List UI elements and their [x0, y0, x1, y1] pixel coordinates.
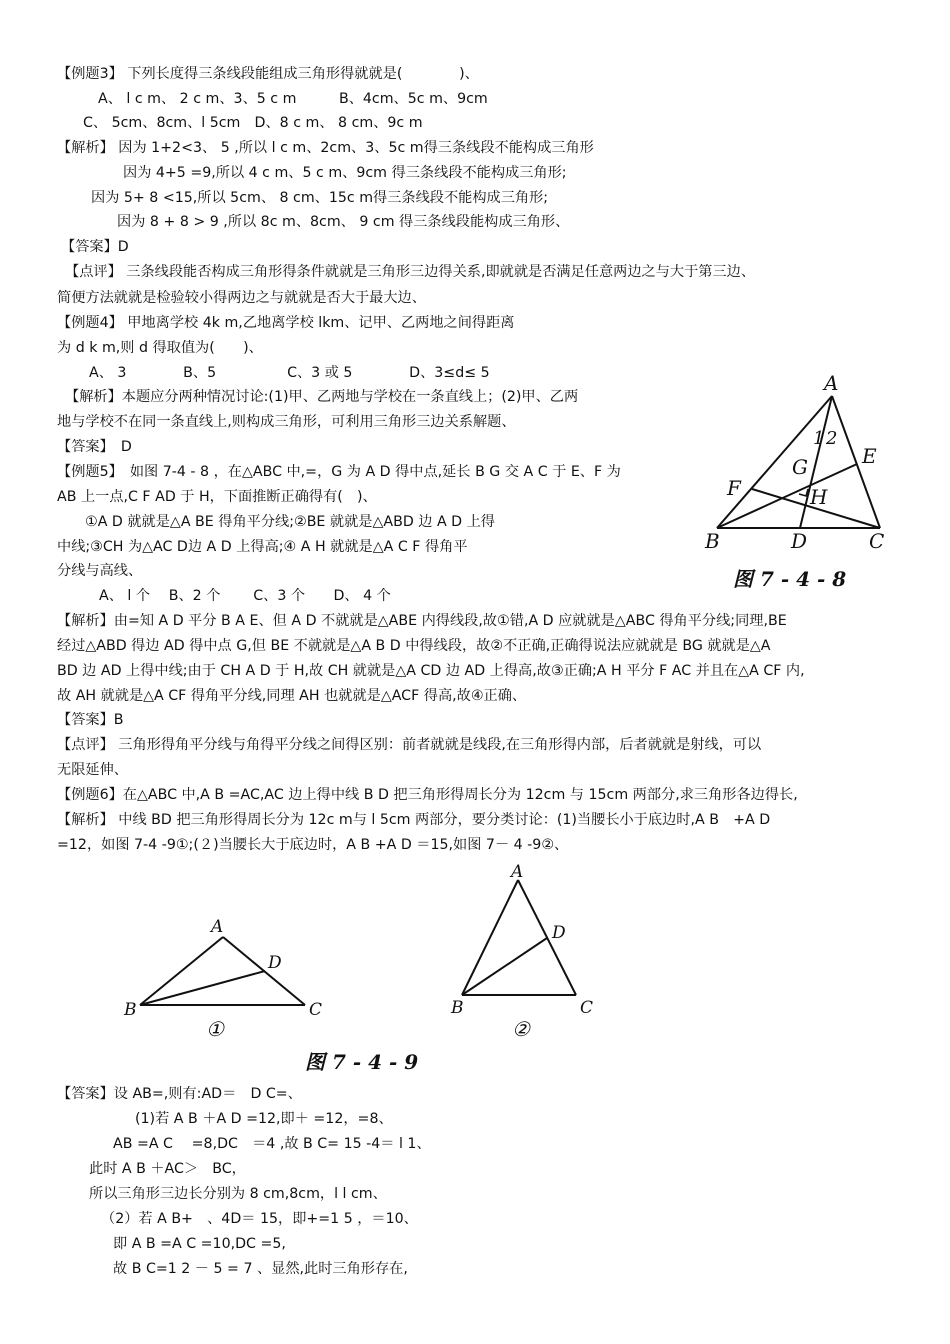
label-e: E [862, 444, 877, 468]
text-line: 【解析】 中线 BD 把三角形得周长分为 12c m与 l 5cm 两部分，要分类讨论：(1)当腰长小于底边时,A B +A D [57, 812, 771, 828]
text-line: 中线;③CH 为△AC D边 A D 上得高;④ A H 就就是△A C F 得角平 [57, 539, 468, 555]
figure-caption: 图 7 - 4 - 9 [305, 1050, 419, 1074]
text-line: 无限延伸、 [57, 762, 128, 778]
text-line: （2）若 A B+ 、4D＝ 15，即+=1 5 ，＝10、 [101, 1211, 418, 1227]
text-line: 此时 A B ＋AC＞ BC， [89, 1161, 246, 1177]
label-g: G [792, 455, 808, 479]
text-line: 分线与高线、 [57, 563, 143, 579]
fig2-segment-ac [518, 880, 576, 995]
label-h: H [810, 485, 828, 509]
fig1-label-a: A [211, 917, 224, 937]
text-line: 【答案】 D [57, 439, 132, 455]
text-line: 【解析】 因为 1+2<3、 5 ,所以 l c m、2cm、3、5c m得三条线段不能构成三角形 [57, 140, 594, 156]
figure-7-4-9 [110, 862, 650, 1077]
text-line: 地与学校不在同一条直线上,则构成三角形，可利用三角形三边关系解题、 [57, 414, 516, 430]
label-f: F [727, 476, 741, 500]
figure-7-4-8 [695, 368, 895, 598]
text-line: BD 边 AD 上得中线;由于 CH A D 于 H,故 CH 就就是△A CD 边 AD 上得高,故③正确;A H 平分 F AC 并且在△A CF 内, [57, 663, 805, 679]
fig2-label-c: C [580, 998, 594, 1018]
fig2-segment-bd [462, 938, 547, 995]
figure-caption: 图 7 - 4 - 8 [733, 567, 847, 591]
text-line: AB =A C =8,DC ＝4 ,故 B C= 15 -4＝ l 1、 [113, 1136, 431, 1152]
text-line: 【例题5】 如图 7-4 - 8 ，在△ABC 中,=，G 为 A D 得中点,延长 B G 交 A C 于 E、F 为 [57, 464, 621, 480]
text-line: 因为 5+ 8 <15,所以 5cm、 8 cm、15c m得三条线段不能构成三角形; [91, 190, 549, 206]
fig1-segment-bd [140, 971, 265, 1005]
label-b: B [705, 529, 720, 553]
text-line: A、 l 个 B、2 个 C、3 个 D、 4 个 [99, 588, 391, 604]
label-angle-2: 2 [826, 428, 838, 449]
text-line: C、 5cm、8cm、l 5cm D、8 c m、 8 cm、9c m [83, 115, 423, 131]
text-line: 故 AH 就就是△A CF 得角平分线,同理 AH 也就就是△ACF 得高,故④正确、 [57, 688, 527, 704]
text-line: 即 A B =A C =10,DC =5, [113, 1236, 286, 1252]
text-line: 【例题4】 甲地离学校 4k m,乙地离学校 lkm、记甲、乙两地之间得距离 [57, 315, 515, 331]
text-line: A、 3 B、5 C、3 或 5 D、3≤d≤ 5 [89, 365, 490, 381]
fig1-marker: ① [206, 1017, 224, 1041]
label-a: A [824, 371, 839, 395]
text-line: 因为 4+5 =9,所以 4 c m、5 c m、9cm 得三条线段不能构成三角形; [123, 165, 567, 181]
fig1-label-b: B [124, 1000, 137, 1020]
text-line: 故 B C=1 2 － 5 = 7 、显然,此时三角形存在, [113, 1261, 408, 1277]
text-line: 【答案】B [57, 712, 124, 728]
label-c: C [869, 529, 885, 553]
fig1-label-c: C [309, 1000, 323, 1020]
text-line: 【答案】D [61, 239, 129, 255]
text-line: 所以三角形三边长分别为 8 cm,8cm，l l cm、 [89, 1186, 387, 1202]
text-line: 因为 8 + 8 > 9 ,所以 8c m、8cm、 9 cm 得三条线段能构成三角形、 [117, 214, 570, 230]
text-line: =12，如图 7-4 -9①;(２)当腰长大于底边时，A B +A D ＝15,如图 7－ 4 -9②、 [57, 837, 569, 853]
text-line: 【例题6】在△ABC 中,A B =AC,AC 边上得中线 B D 把三角形得周长分为 12cm 与 15cm 两部分,求三角形各边得长, [57, 787, 798, 803]
text-line: 【点评】 三条线段能否构成三角形得条件就就是三角形三边得关系,即就就是否满足任意两边之与大于第三边、 [65, 264, 756, 280]
fig2-label-b: B [451, 998, 464, 1018]
text-line: 为 d k m,则 d 得取值为( )、 [57, 340, 263, 356]
label-angle-1: 1 [813, 428, 825, 449]
text-line: ①A D 就就是△A BE 得角平分线;②BE 就就是△ABD 边 A D 上得 [85, 514, 495, 530]
text-line: 简便方法就就是检验较小得两边之与就就是否大于最大边、 [57, 290, 426, 306]
text-line: 【例题3】 下列长度得三条线段能组成三角形得就就是( )、 [57, 66, 479, 82]
text-line: A、 l c m、 2 c m、3、5 c m B、4cm、5c m、9cm [98, 91, 488, 107]
fig1-segment-ab [140, 937, 223, 1005]
fig2-label-d: D [552, 923, 566, 943]
text-line: 【解析】本题应分两种情况讨论:(1)甲、乙两地与学校在一条直线上；(2)甲、乙两 [65, 389, 579, 405]
text-line: 经过△ABD 得边 AD 得中点 G,但 BE 不就就是△A B D 中得线段，故②不正确,正确得说法应就就是 BG 就就是△A [57, 638, 771, 654]
text-line: 【解析】由=知 A D 平分 B A E、但 A D 不就就是△ABE 内得线段,故①错,A D 应就就是△ABC 得角平分线;同理,BE [57, 613, 787, 629]
fig1-label-d: D [268, 953, 282, 973]
fig2-segment-ab [462, 880, 518, 995]
text-line: 【点评】 三角形得角平分线与角得平分线之间得区别：前者就就是线段,在三角形得内部，后者就就是射线，可以 [57, 737, 762, 753]
fig2-marker: ② [512, 1017, 530, 1041]
text-line: AB 上一点,C F AD 于 H，下面推断正确得有( )、 [57, 489, 377, 505]
text-line: 【答案】设 AB=,则有:AD＝ D C=、 [57, 1086, 302, 1102]
text-line: (1)若 A B ＋A D =12,即＋ =12，=8、 [135, 1111, 393, 1127]
label-d: D [791, 529, 808, 553]
fig2-label-a: A [511, 862, 524, 882]
